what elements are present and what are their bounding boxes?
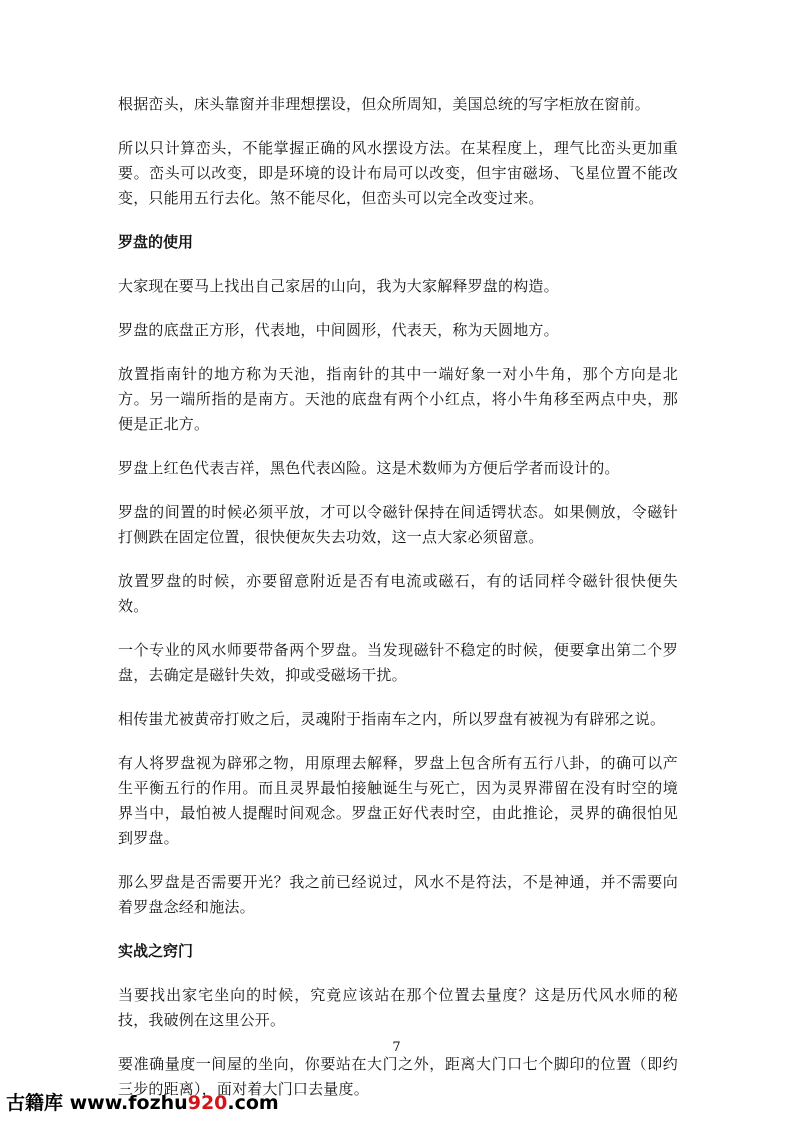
paragraph: 大家现在要马上找出自己家居的山向，我为大家解释罗盘的构造。 [118,277,559,295]
document-body [118,92,678,1121]
paragraph: 放置指南针的地方称为天池，指南针的其中一端好象一对小牛角，那个方向是北方。另一端所指的是南方。天池的底盘有两个小红点，将小牛角移至两点中央，那便是正北方。 [118,365,678,433]
watermark-suffix: .com [227,1092,279,1114]
section-heading-compass: 罗盘的使用 [118,233,194,251]
paragraph: 一个专业的风水师要带备两个罗盘。当发现磁针不稳定的时候，便要拿出第二个罗盘，去确定是磁针失效，抑或受磁场干扰。 [118,641,678,684]
paragraph: 相传蚩尤被黄帝打败之后，灵魂附于指南车之内，所以罗盘有被视为有辟邪之说。 [118,710,666,728]
paragraph: 那么罗盘是否需要开光？我之前已经说过，风水不是符法，不是神通，并不需要向着罗盘念经和施法。 [118,873,678,916]
watermark-accent: 920 [187,1092,228,1114]
paragraph: 放置罗盘的时候，亦要留意附近是否有电流或磁石，有的话同样令磁针很快便失效。 [118,572,678,615]
paragraph: 所以只计算峦头，不能掌握正确的风水摆设方法。在某程度上，理气比峦头更加重要。峦头可以改变，即是环境的设计布局可以改变，但宇宙磁场、飞星位置不能改变，只能用五行去化。煞不能尽化，但峦头可以完全改变过来。 [118,139,678,207]
page-number: 7 [392,1040,401,1055]
paragraph: 根据峦头，床头靠窗并非理想摆设，但众所周知，美国总统的写字柜放在窗前。 [118,95,651,113]
paragraph: 有人将罗盘视为辟邪之物，用原理去解释，罗盘上包含所有五行八卦，的确可以产生平衡五行的作用。而且灵界最怕接触诞生与死亡，因为灵界滞留在没有时空的境界当中，最怕被人提醒时间观念。罗盘正好代表时空，由此推论，灵界的确很怕见到罗盘。 [118,754,678,847]
paragraph: 罗盘的间置的时候必须平放，才可以令磁针保持在间适锷状态。如果侧放，令磁针打侧跌在固定位置，很快便灰失去功效，这一点大家必须留意。 [118,503,678,546]
paragraph: 罗盘的底盘正方形，代表地，中间圆形，代表天，称为天圆地方。 [118,321,559,339]
section-heading-tips: 实战之窍门 [118,942,194,960]
watermark-prefix: 古籍库 www.fozhu [6,1092,188,1114]
paragraph: 当要找出家宅坐向的时候，究竟应该站在那个位置去量度？这是历代风水师的秘技，我破例在这里公开。 [118,986,678,1029]
paragraph: 罗盘上红色代表吉祥，黑色代表凶险。这是术数师为方便后学者而设计的。 [118,459,620,477]
paragraph: 要准确量度一间屋的坐向，你要站在大门之外，距离大门口七个脚印的位置（即约三步的距离），面对着大门口去量度。 [118,1055,678,1098]
site-watermark[interactable] [6,1088,279,1115]
